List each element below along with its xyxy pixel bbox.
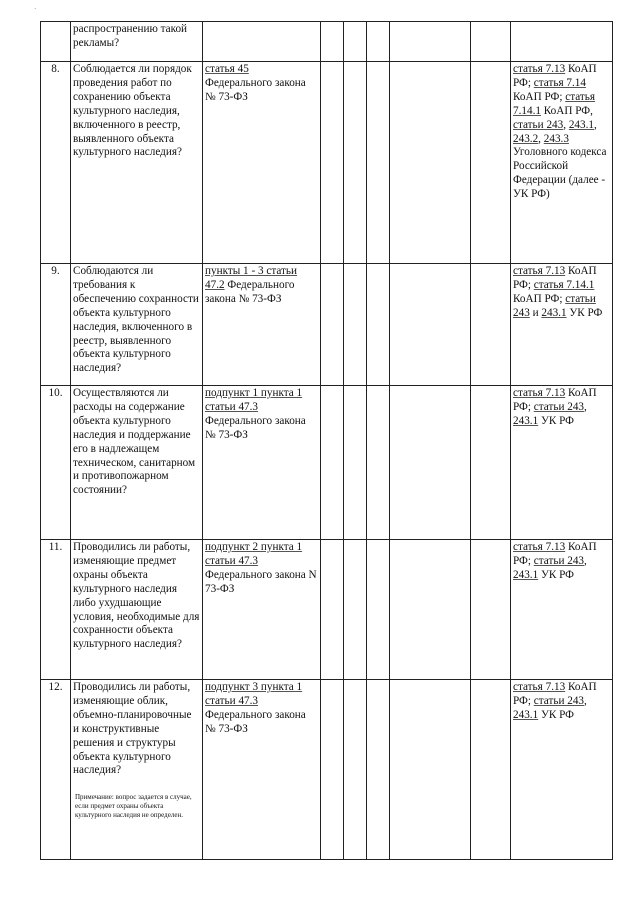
checklist-body xyxy=(41,22,613,860)
answer-yes-cell xyxy=(321,386,344,540)
answer-na-cell xyxy=(367,264,390,386)
reference-text: , xyxy=(584,400,587,413)
liability-link[interactable]: статьи 243 xyxy=(533,400,585,413)
legal-basis-cell xyxy=(203,22,321,62)
extra-cell xyxy=(471,22,511,62)
table-row xyxy=(41,386,613,540)
question-cell xyxy=(71,540,203,680)
reference-text: , xyxy=(594,118,597,131)
legal-basis-link[interactable]: подпункт 1 пункта 1 статьи 47.3 xyxy=(205,387,303,413)
liability-cell xyxy=(511,386,613,540)
extra-cell xyxy=(471,264,511,386)
comment-cell xyxy=(390,386,471,540)
reference-text: КоАП РФ; xyxy=(513,90,566,103)
reference-text: Федерального закона N 73-ФЗ xyxy=(205,568,317,595)
answer-yes-cell xyxy=(321,540,344,680)
answer-na-cell xyxy=(367,680,390,860)
liability-link[interactable]: 243.1 xyxy=(513,708,539,721)
extra-cell xyxy=(471,540,511,680)
liability-link[interactable]: статья 7.14.1 xyxy=(513,90,596,117)
reference-text: Федерального закона № 73-ФЗ xyxy=(205,414,306,441)
question-text: распространению такой рекламы? xyxy=(73,23,188,49)
reference-text: , xyxy=(584,554,587,567)
legal-basis-cell xyxy=(203,540,321,680)
legal-basis-link[interactable]: пункты 1 - 3 статьи 47.2 xyxy=(205,265,298,291)
row-number: 11. xyxy=(41,540,71,680)
checklist-table xyxy=(40,21,613,860)
answer-no-cell xyxy=(344,62,367,264)
table-row xyxy=(41,62,613,264)
liability-link[interactable]: статьи 243 xyxy=(513,292,596,319)
row-number xyxy=(41,22,71,62)
reference-text: КоАП РФ; xyxy=(513,541,597,567)
question-cell xyxy=(71,22,203,62)
reference-text: УК РФ xyxy=(538,568,575,581)
comment-cell xyxy=(390,62,471,264)
question-text: Соблюдаются ли требования к обеспечению сохранности объекта культурного наследия, включенного в реестр, выявленного объекта культурного наследия? xyxy=(73,265,199,375)
liability-link[interactable]: статья 7.14 xyxy=(533,76,586,89)
page-mark: · xyxy=(34,5,37,13)
reference-text: КоАП РФ, xyxy=(540,104,593,117)
question-text: Осуществляются ли расходы на содержание объекта культурного наследия и поддержание его в надлежащем техническом, санитарном и противопожарном состоянии? xyxy=(73,387,196,497)
row-number: 9. xyxy=(41,264,71,386)
liability-link[interactable]: 243.1 xyxy=(513,568,539,581)
answer-na-cell xyxy=(367,540,390,680)
question-text: Соблюдается ли порядок проведения работ по сохранению объекта культурного наследия, включенного в реестр, выявленного объекта культурного наследия? xyxy=(73,63,192,159)
reference-text: Федерального закона № 73-ФЗ xyxy=(205,76,306,103)
answer-no-cell xyxy=(344,540,367,680)
extra-cell xyxy=(471,386,511,540)
liability-link[interactable]: статья 7.13 xyxy=(513,63,566,75)
legal-basis-cell xyxy=(203,386,321,540)
question-note: Примечание: вопрос задается в случае, если предмет охраны объекта культурного наследия не определен. xyxy=(75,793,192,820)
liability-link[interactable]: 243.1 xyxy=(568,118,594,131)
liability-cell xyxy=(511,680,613,860)
extra-cell xyxy=(471,680,511,860)
legal-basis-cell xyxy=(203,62,321,264)
answer-no-cell xyxy=(344,264,367,386)
table-row xyxy=(41,264,613,386)
comment-cell xyxy=(390,264,471,386)
comment-cell xyxy=(390,540,471,680)
liability-link[interactable]: статьи 243 xyxy=(533,694,585,707)
comment-cell xyxy=(390,680,471,860)
answer-no-cell xyxy=(344,680,367,860)
legal-basis-cell xyxy=(203,264,321,386)
liability-link[interactable]: 243.1 xyxy=(513,414,539,427)
table-row xyxy=(41,22,613,62)
liability-cell xyxy=(511,22,613,62)
reference-text: КоАП РФ; xyxy=(513,387,597,413)
liability-cell xyxy=(511,62,613,264)
row-number: 8. xyxy=(41,62,71,264)
reference-text: КоАП РФ; xyxy=(513,63,597,89)
liability-link[interactable]: 243.1 xyxy=(541,306,567,319)
liability-link[interactable]: статья 7.13 xyxy=(513,387,566,399)
liability-link[interactable]: статья 7.13 xyxy=(513,541,566,553)
answer-na-cell xyxy=(367,62,390,264)
reference-text: КоАП РФ; xyxy=(513,292,566,305)
liability-link[interactable]: статья 7.13 xyxy=(513,265,566,277)
liability-link[interactable]: статья 7.14.1 xyxy=(533,278,595,291)
question-text: Проводились ли работы, изменяющие предмет охраны объекта культурного наследия либо ухудшающие условия, необходимые для сохранности объекта культурного наследия? xyxy=(73,541,200,651)
legal-basis-link[interactable]: подпункт 3 пункта 1 статьи 47.3 xyxy=(205,681,303,707)
question-cell xyxy=(71,680,203,860)
reference-text: , xyxy=(538,132,544,145)
table-row xyxy=(41,540,613,680)
legal-basis-link[interactable]: статья 45 xyxy=(205,63,249,75)
liability-link[interactable]: статья 7.13 xyxy=(513,681,566,693)
reference-text: УК РФ xyxy=(566,306,603,319)
reference-text: Федерального закона № 73-ФЗ xyxy=(205,278,295,305)
reference-text: КоАП РФ; xyxy=(513,265,597,291)
table-row xyxy=(41,680,613,860)
reference-text: , xyxy=(584,694,587,707)
extra-cell xyxy=(471,62,511,264)
reference-text: , xyxy=(563,118,569,131)
question-cell xyxy=(71,62,203,264)
liability-link[interactable]: статьи 243 xyxy=(533,554,585,567)
question-cell xyxy=(71,386,203,540)
reference-text: Федерального закона № 73-ФЗ xyxy=(205,708,306,735)
answer-na-cell xyxy=(367,22,390,62)
row-number: 12. xyxy=(41,680,71,860)
reference-text: УК РФ xyxy=(538,414,575,427)
row-number: 10. xyxy=(41,386,71,540)
reference-text: КоАП РФ; xyxy=(513,681,597,707)
legal-basis-link[interactable]: подпункт 2 пункта 1 статьи 47.3 xyxy=(205,541,303,567)
answer-no-cell xyxy=(344,22,367,62)
liability-cell xyxy=(511,264,613,386)
answer-yes-cell xyxy=(321,22,344,62)
reference-text: УК РФ xyxy=(538,708,575,721)
liability-link[interactable]: 243.3 xyxy=(543,132,569,145)
answer-no-cell xyxy=(344,386,367,540)
answer-yes-cell xyxy=(321,264,344,386)
question-cell xyxy=(71,264,203,386)
liability-cell xyxy=(511,540,613,680)
reference-text: Уголовного кодекса Российской Федерации (далее - УК РФ) xyxy=(513,146,607,201)
liability-link[interactable]: статьи 243 xyxy=(513,118,564,131)
answer-yes-cell xyxy=(321,62,344,264)
legal-basis-cell xyxy=(203,680,321,860)
comment-cell xyxy=(390,22,471,62)
reference-text: и xyxy=(529,306,542,319)
liability-link[interactable]: 243.2 xyxy=(513,132,539,145)
answer-yes-cell xyxy=(321,680,344,860)
answer-na-cell xyxy=(367,386,390,540)
question-text: Проводились ли работы, изменяющие облик, объемно-планировочные и конструктивные решения и структуры объекта культурного наследия? xyxy=(73,681,192,777)
